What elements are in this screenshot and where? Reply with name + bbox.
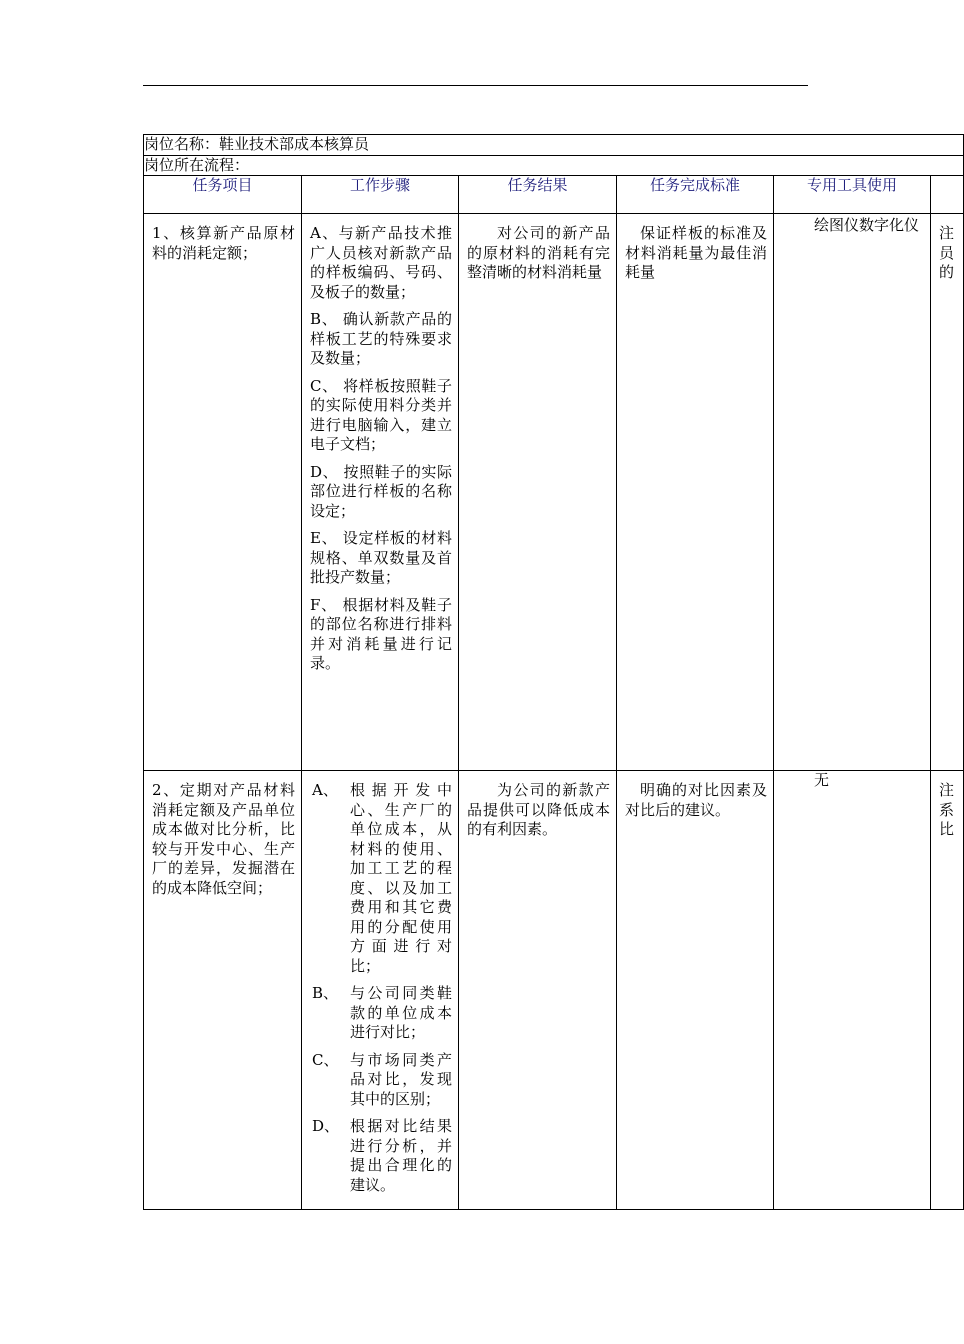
task-cell bbox=[144, 214, 302, 771]
step-item: A、与新产品技术推广人员核对新款产品的样板编码、号码、及板子的数量； bbox=[310, 224, 452, 301]
position-name-label: 岗位名称： bbox=[144, 135, 220, 153]
standard-cell bbox=[617, 771, 774, 1210]
result-cell bbox=[459, 771, 617, 1210]
step-item: C、 将样板按照鞋子的实际使用料分类并进行电脑输入，建立电子文档； bbox=[310, 376, 452, 453]
steps-cell bbox=[302, 771, 459, 1210]
header-rule bbox=[143, 85, 808, 86]
tool-cell bbox=[774, 771, 931, 1210]
step-item: D、 按照鞋子的实际部位进行样板的名称设定； bbox=[310, 462, 452, 520]
column-header-task: 任务项目 bbox=[144, 176, 302, 214]
step-item: F、 根据材料及鞋子的部位名称进行排料并对消耗量进行记录。 bbox=[310, 595, 452, 672]
step-item: B、 确认新款产品的样板工艺的特殊要求及数量； bbox=[310, 310, 452, 367]
result-text: 为公司的新款产品提供可以降低成本的有利因素。 bbox=[467, 781, 610, 838]
step-text: 与公司同类鞋款的单位成本进行对比； bbox=[350, 984, 452, 1041]
position-process-label: 岗位所在流程： bbox=[144, 155, 250, 174]
task-text: 1、核算新产品原材料的消耗定额； bbox=[152, 224, 295, 262]
step-item bbox=[310, 984, 452, 1043]
column-header-steps: 工作步骤 bbox=[302, 176, 459, 214]
standard-text: 明确的对比因素及对比后的建议。 bbox=[625, 781, 767, 819]
extra-text: 注 系 比 bbox=[939, 781, 955, 838]
extra-text: 注 员 的 bbox=[939, 224, 955, 281]
step-text: 与市场同类产品对比，发现其中的区别； bbox=[350, 1050, 452, 1108]
task-cell bbox=[144, 771, 302, 1210]
tool-text: 绘图仪数字化仪 bbox=[814, 216, 920, 234]
step-text: 根据开发中心、生产厂的单位成本，从材料的使用、加工工艺的程度、以及加工费用和其它费用的分配使用方面进行对比； bbox=[350, 781, 452, 975]
position-name-value: 鞋业技术部成本核算员 bbox=[219, 135, 370, 153]
position-process-row bbox=[144, 155, 964, 176]
extra-cell bbox=[931, 214, 964, 771]
tool-cell bbox=[774, 214, 931, 771]
table-row bbox=[144, 214, 964, 771]
step-text: 根据对比结果进行分析，并提出合理化的建议。 bbox=[350, 1117, 452, 1194]
job-task-table bbox=[143, 134, 964, 1210]
step-label: C、 bbox=[312, 1050, 339, 1069]
position-name-row bbox=[144, 135, 964, 156]
step-item: E、 设定样板的材料规格、单双数量及首批投产数量； bbox=[310, 529, 452, 586]
step-item bbox=[310, 1117, 452, 1195]
column-header-tools: 专用工具使用 bbox=[774, 176, 931, 214]
column-header-standard: 任务完成标准 bbox=[617, 176, 774, 214]
step-label: B、 bbox=[312, 984, 339, 1002]
standard-text: 保证样板的标准及材料消耗量为最佳消耗量 bbox=[625, 224, 767, 281]
table-row bbox=[144, 771, 964, 1210]
step-label: D、 bbox=[312, 1117, 340, 1135]
result-text: 对公司的新产品的原材料的消耗有完整清晰的材料消耗量 bbox=[467, 224, 610, 281]
task-text: 2、定期对产品材料消耗定额及产品单位成本做对比分析，比较与开发中心、生产厂的差异，发掘潜在的成本降低空间； bbox=[152, 781, 295, 897]
steps-cell bbox=[302, 214, 459, 771]
column-header-extra bbox=[931, 176, 964, 214]
tool-text: 无 bbox=[814, 771, 830, 789]
column-header-result: 任务结果 bbox=[459, 176, 617, 214]
result-cell bbox=[459, 214, 617, 771]
step-item bbox=[310, 1051, 452, 1110]
extra-cell bbox=[931, 771, 964, 1210]
standard-cell bbox=[617, 214, 774, 771]
step-item bbox=[310, 781, 452, 976]
step-label: A、 bbox=[312, 781, 338, 799]
